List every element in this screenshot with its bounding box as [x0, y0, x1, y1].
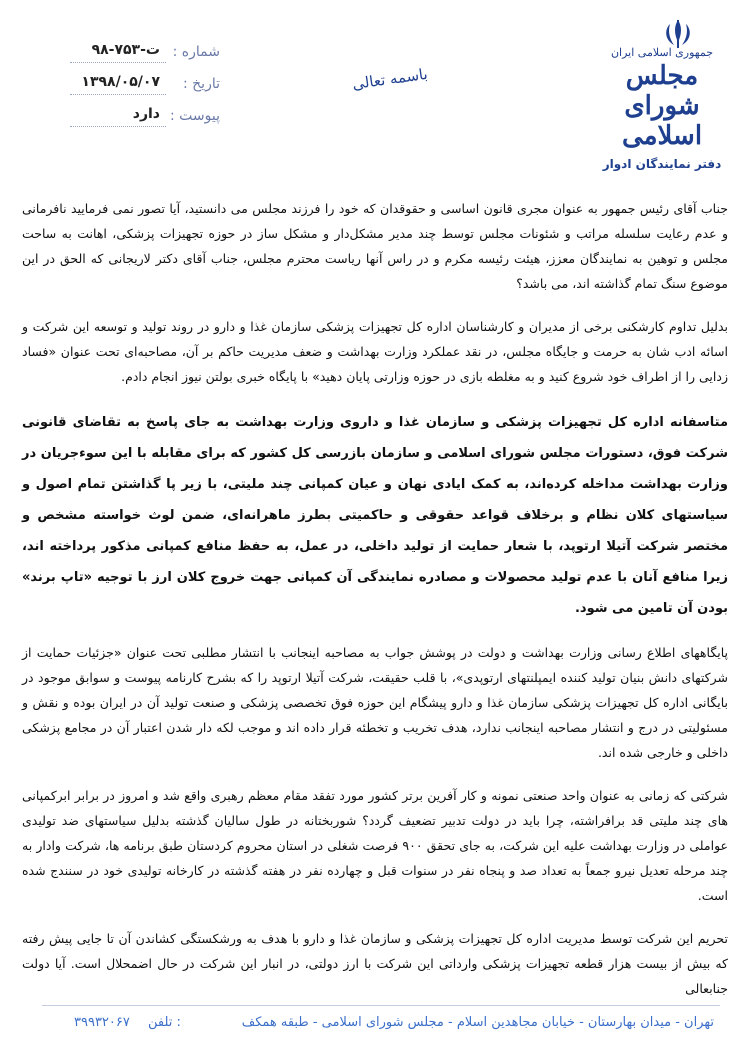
dotted-line: [70, 62, 166, 63]
meta-row-date: [70, 72, 220, 104]
letter-body: [22, 196, 728, 1019]
attachment-status: دارد: [132, 106, 160, 122]
letterhead: [0, 0, 750, 171]
letter-footer: [0, 1005, 750, 1055]
paragraph: شرکتی که زمانی به عنوان واحد صنعتی نمونه و کار آفرین برتر کشور مورد تفقد مقام معظم رهبری واقع شد و امروز در برابر ابرکمپانی های چند ملیتی قد برافراشته، چرا باید در دولت تدبیر تضعیف گردد؟ شوربختانه در طول سالیان گذشته بدلیل سیاستهای ضد تولیدی عواملی در وزارت بهداشت علیه این شرکت، به جای تحقق ۹۰۰ فرصت شغلی در استان محروم کردستان طبق برنامه ها، شرکت وادار به چند مرحله تعدیل نیرو جمعاً به تعداد صد و پنجاه نفر در سنوات قبل و چهارده نفر در هفته گذشته در کارخانه تولیدی خود در سنندج شده است.: [22, 788, 728, 903]
office-name: دفتر نمایندگان ادوار: [602, 157, 722, 171]
paragraph: تحریم این شرکت توسط مدیریت اداره کل تجهیزات پزشکی و سازمان غذا و دارو با هدف به ورشکستگی کشاندن آن تا جایی پیش رفته که بیش از بیست هزار قطعه تجهیزات پزشکی وارداتی این شرکت با ارز دولتی، در انبار این شرکت در حال اضمحلال است. آیا دولت جنابعالی: [22, 931, 728, 996]
country-label: جمهوری اسلامی ایران: [610, 46, 714, 59]
institution-name: مجلس شورای اسلامی: [621, 61, 703, 151]
footer-address: تهران - میدان بهارستان - خیابان مجاهدین اسلام - مجلس شورای اسلامی - طبقه همکف: [241, 1015, 714, 1030]
footer-divider: [42, 1005, 720, 1006]
paragraph: بدلیل تداوم کارشکنی برخی از مدیران و کارشناسان اداره کل تجهیزات پزشکی سازمان غذا و دارو در روند تولید و توسعه این شرکت و اسائه ادب شان به حرمت و جایگاه مجلس، در نقد عملکرد وزارت بهداشت و ضعف مدیریت حاکم بر آن، مصاحبه‌ای تحت عنوان «فساد زدایی را از اطراف خود شروع کنید و به مغلطه بازی در حوزه وزارتی پایان دهید» با پایگاه خبری بولتن نیوز انجام دادم.: [22, 319, 728, 384]
dotted-line: [70, 94, 166, 95]
motto-calligraphy: باسمه تعالی: [351, 64, 429, 94]
paragraph: جناب آقای رئیس جمهور به عنوان مجری قانون اساسی و حقوقدان که خود را فرزند مجلس می دانستید، آیا تصور نمی فرمایید نافرمانی و عدم رعایت سلسله مراتب و شئونات مجلس توسط چند مدیر مشکل‌دار و مشکل ساز در حوزه تجهیزات پزشکی، اهانت به ساحت مجلس و توهین به نمایندگان معزز، هیئت رئیسه مکرم و در راس آنها ریاست محترم مجلس، جناب آقای دکتر لاریجانی که الحق در این موضوع سنگ تمام گذاشته اند، می باشد؟: [22, 201, 728, 291]
meta-row-number: [70, 40, 220, 72]
letter-date: ۱۳۹۸/۰۵/۰۷: [81, 74, 160, 90]
meta-row-attachment: [70, 104, 220, 136]
meta-label: تاریخ :: [182, 76, 220, 92]
footer-phone-label: تلفن :: [148, 1015, 181, 1030]
paragraph-emphasized: متاسفانه اداره کل تجهیزات پزشکی و سازمان غذا و داروی وزارت بهداشت به جای پاسخ به تقاضای قانونی شرکت فوق، دستورات مجلس شورای اسلامی و سازمان بازرسی کل کشور که برای مقابله با این سوءجریان در وزارت بهداشت مداخله کرده‌اند، به کمک ایادی نهان و عیان کمپانی چند ملیتی، با زیر پا گذاشتن تمام اصول و سیاستهای کلان نظام و برخلاف قواعد حقوقی و حاکمیتی بطرز ماهرانه‌ای، ضمن لوث خواسته مشخص و مختصر شرکت آتیلا ارتوپد، با شعار حمایت از تولید داخلی، در عمل، به حفظ منافع کمپانی مذکور پرداخته اند، زیرا منافع آنان با عدم تولید محصولات و مصادره نمایندگی آن کمپانی جهت خروج کلان ارز با توجیه «تاپ برند» بودن آن تامین می شود.: [22, 415, 728, 616]
meta-label: پیوست :: [170, 108, 220, 124]
paragraph: پایگاههای اطلاع رسانی وزارت بهداشت و دولت در پوشش جواب به مصاحبه اینجانب با انتشار مطلبی تحت عنوان «جزئیات حمایت از شرکتهای دانش بنیان تولید کننده ایمپلنتهای ارتوپدی»، با قلب حقیقت، شرکت آتیلا ارتوپد را که بشرح کارنامه پیوست و سوابق موجود در بایگانی اداره کل تجهیزات پزشکی سازمان غذا و دارو پیشگام این حوزه فوق تخصصی پزشکی و صنعت تولید آن در ایران بوده و نقش و مسئولیتی در درج و انتشار مصاحبه اینجانب ندارد، هدف تخریب و تخطئه قرار داده اند و موجب لکه دار شدن اعتبار آن در مجامع پزشکی داخلی و خارجی شده اند.: [22, 645, 728, 760]
footer-phone: ۳۹۹۳۲۰۶۷: [74, 1015, 130, 1030]
parliament-logo: [602, 46, 722, 171]
letter-metadata: [70, 40, 220, 136]
letter-number: ت-۷۵۳-۹۸: [91, 42, 160, 58]
meta-label: شماره :: [172, 44, 220, 60]
dotted-line: [70, 126, 166, 127]
